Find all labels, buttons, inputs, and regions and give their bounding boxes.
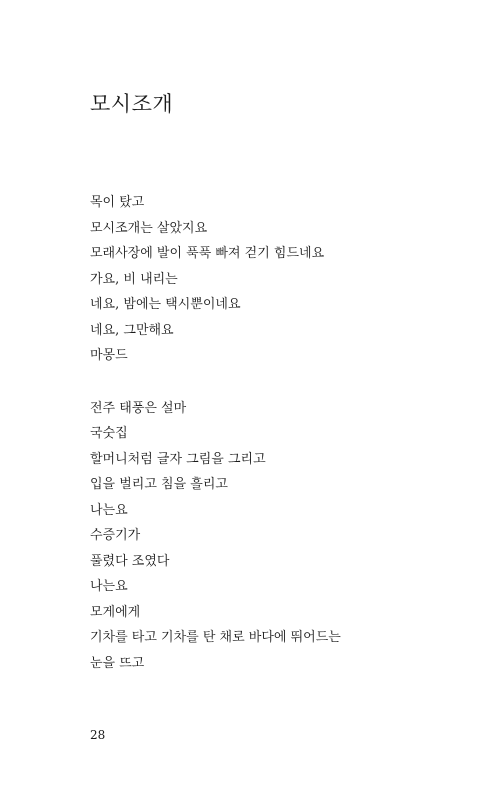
poem-line: 네요, 밤에는 택시뿐이네요 [90, 297, 241, 312]
poem-line: 모래사장에 발이 푹푹 빠져 걷기 힘드네요 [90, 246, 325, 261]
poem-line: 수증기가 [90, 528, 141, 543]
poem-line: 전주 태풍은 설마 [90, 400, 187, 416]
poem-line: 모게에게 [90, 604, 141, 620]
poem-line: 국숫집 [90, 426, 128, 441]
poem-line: 나는요 [90, 579, 128, 594]
poem-line: 나는요 [90, 502, 128, 518]
poem-line: 기차를 타고 기차를 탄 채로 바다에 뛰어드는 [90, 630, 341, 645]
poem-line: 가요, 비 내리는 [90, 271, 178, 287]
poem-title: 모시조개 [90, 92, 174, 116]
poem-line: 네요, 그만해요 [90, 322, 174, 338]
page-number: 28 [90, 728, 106, 742]
stanza-2 [90, 396, 341, 677]
poem-line: 입을 벌리고 침을 흘리고 [90, 477, 228, 492]
stanza-1 [90, 190, 341, 369]
poem-line: 풀렸다 조였다 [90, 553, 170, 569]
poem-body [90, 190, 341, 676]
poem-line: 눈을 뜨고 [90, 655, 145, 671]
poem-line: 모시조개는 살았지요 [90, 220, 208, 236]
poem-line: 마몽드 [90, 348, 128, 363]
poem-line: 할머니처럼 글자 그림을 그리고 [90, 451, 266, 467]
poem-line: 목이 탔고 [90, 195, 145, 210]
